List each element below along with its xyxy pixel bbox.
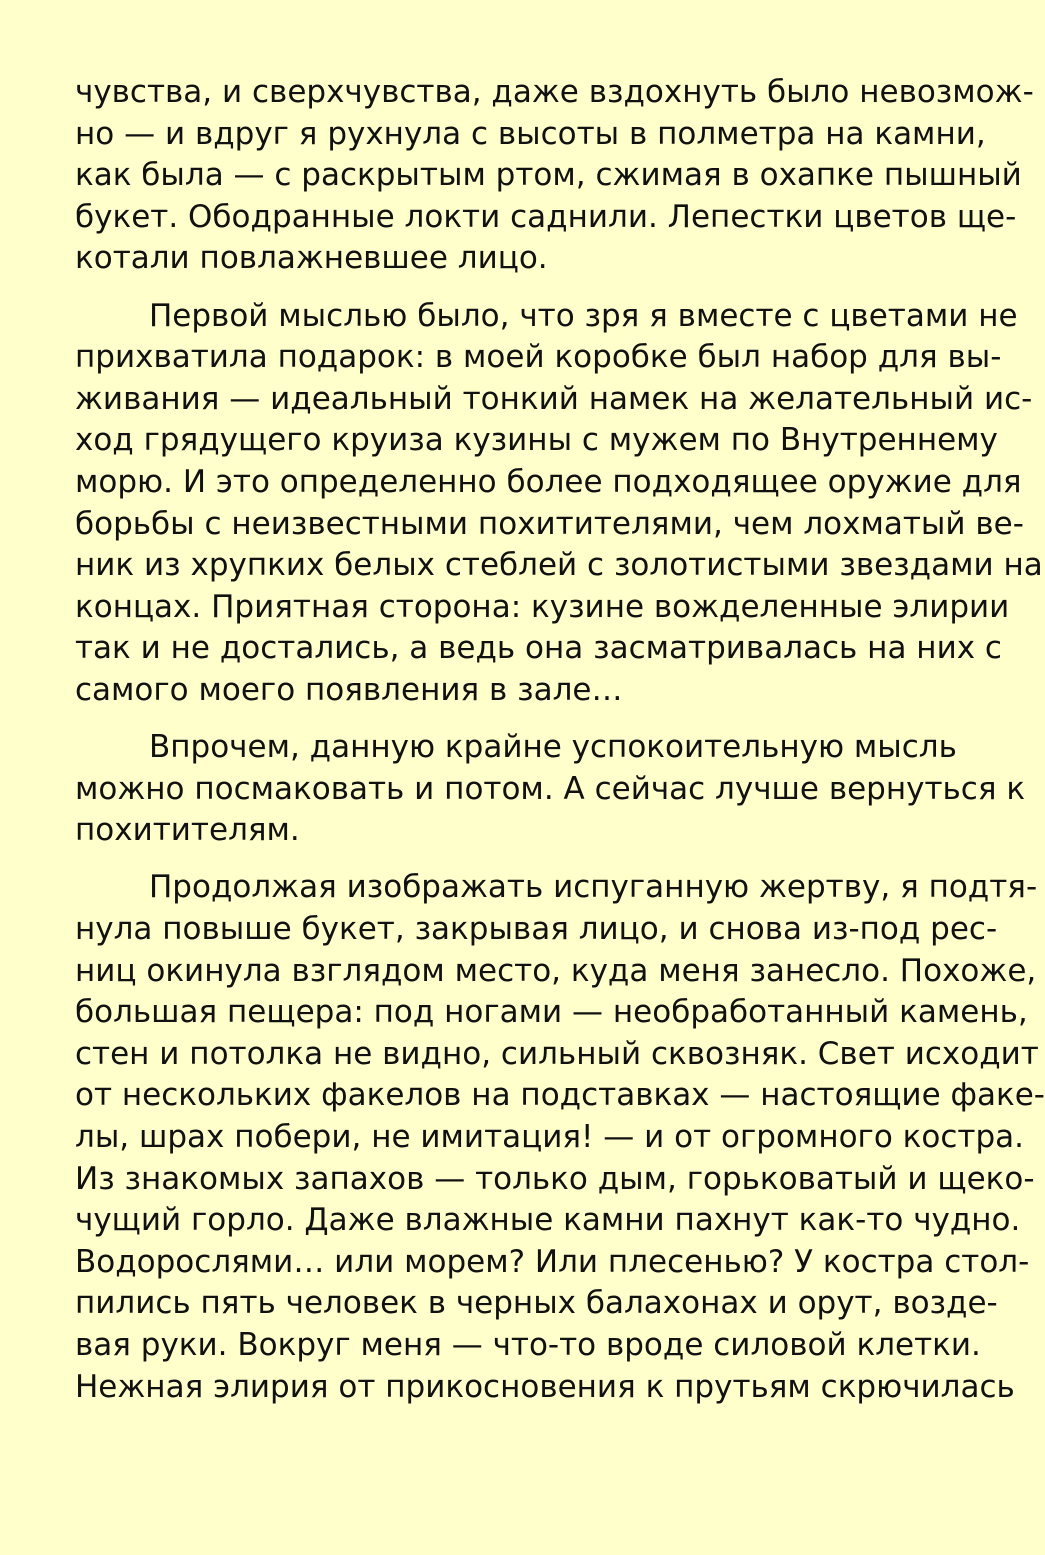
text-line: стен и потолка не видно, сильный сквозняк. Свет исходит bbox=[75, 1035, 1039, 1072]
text-line: морю. И это определенно более подходящее оружие для bbox=[75, 463, 1022, 500]
text-line: как была — с раскрытым ртом, сжимая в охапке пышный bbox=[75, 157, 1022, 194]
text-line: Из знакомых запахов — только дым, горьковатый и щеко- bbox=[75, 1160, 1035, 1197]
text-line: Продолжая изображать испуганную жертву, я подтя- bbox=[149, 869, 1038, 906]
paragraph bbox=[75, 727, 1026, 852]
text-line: так и не достались, а ведь она засматривалась на них с bbox=[75, 630, 1002, 667]
text-line: самого моего появления в зале… bbox=[75, 671, 623, 708]
text-line: концах. Приятная сторона: кузине вожделенные элирии bbox=[75, 588, 1010, 625]
text-line: котали повлажневшее лицо. bbox=[75, 240, 548, 277]
text-line: ник из хрупких белых стеблей с золотистыми звездами на bbox=[75, 547, 1043, 584]
text-line: похитителям. bbox=[75, 812, 300, 849]
text-line: чувства, и сверхчувства, даже вздохнуть было невозмож- bbox=[75, 74, 1034, 110]
text-line: живания — идеальный тонкий намек на желательный ис- bbox=[75, 380, 1033, 417]
text-line: ход грядущего круиза кузины с мужем по Внутреннему bbox=[75, 422, 998, 459]
text-line: прихватила подарок: в моей коробке был набор для вы- bbox=[75, 339, 1002, 376]
text-line: Первой мыслью было, что зря я вместе с цветами не bbox=[149, 297, 1018, 334]
text-line: нула повыше букет, закрывая лицо, и снова из-под рес- bbox=[75, 911, 998, 948]
text-line: Водорослями… или морем? Или плесенью? У костра стол- bbox=[75, 1243, 1030, 1280]
text-line: но — и вдруг я рухнула с высоты в полметра на камни, bbox=[75, 115, 986, 152]
text-line: пились пять человек в черных балахонах и орут, возде- bbox=[75, 1285, 998, 1322]
paragraph bbox=[75, 72, 1034, 280]
text-line: чущий горло. Даже влажные камни пахнут как-то чудно. bbox=[75, 1202, 1021, 1239]
text-line: большая пещера: под ногами — необработанный камень, bbox=[75, 994, 1028, 1031]
text-line: можно посмаковать и потом. А сейчас лучше вернуться к bbox=[75, 770, 1026, 807]
text-line: вая руки. Вокруг меня — что-то вроде силовой клетки. bbox=[75, 1327, 981, 1363]
text-line: Нежная элирия от прикосновения к прутьям скрючилась bbox=[75, 1368, 1015, 1405]
paragraph bbox=[75, 867, 1045, 1408]
page-text bbox=[75, 72, 1045, 1408]
text-line: лы, шрах побери, не имитация! — и от огромного костра. bbox=[75, 1119, 1024, 1156]
text-line: борьбы с неизвестными похитителями, чем лохматый ве- bbox=[75, 505, 1024, 542]
text-line: ниц окинула взглядом место, куда меня занесло. Похоже, bbox=[75, 952, 1037, 989]
text-line: букет. Ободранные локти саднили. Лепестки цветов ще- bbox=[75, 198, 1017, 235]
text-line: Впрочем, данную крайне успокоительную мысль bbox=[149, 729, 957, 766]
text-line: от нескольких факелов на подставках — настоящие факе- bbox=[75, 1077, 1045, 1114]
paragraph bbox=[75, 296, 1043, 712]
